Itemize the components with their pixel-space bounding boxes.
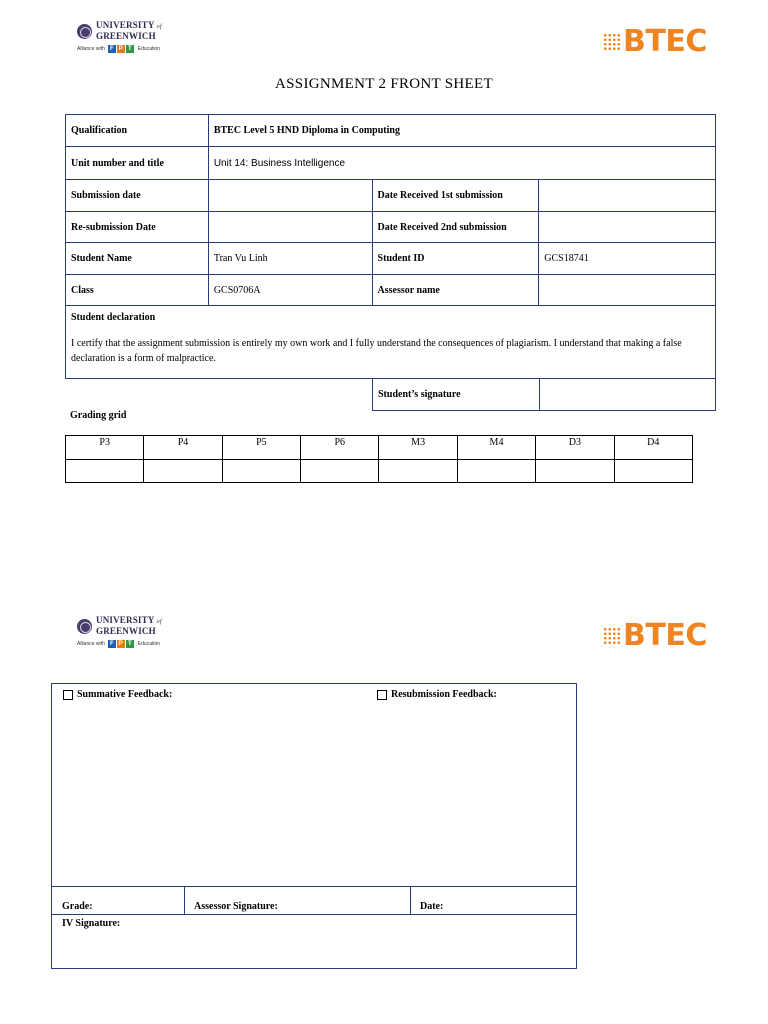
summative-feedback-label: Summative Feedback: [77, 689, 173, 700]
grade-header-p4: P4 [144, 436, 222, 460]
iv-signature-label: IV Signature: [62, 918, 121, 929]
assignment-info-table [65, 114, 716, 379]
table-row [66, 115, 716, 147]
university-crest-icon [77, 619, 92, 634]
table-row [66, 147, 716, 180]
university-logo [77, 616, 162, 648]
university-logo [77, 21, 162, 53]
university-name-line2: GREENWICH [96, 626, 156, 636]
qualification-label: Qualification [66, 115, 209, 147]
signature-table [372, 378, 716, 411]
grading-value-row [66, 460, 693, 483]
student-signature-label: Student’s signature [373, 379, 540, 411]
submission-date-field[interactable] [208, 180, 372, 212]
assessor-name-label: Assessor name [372, 275, 539, 306]
alliance-suffix: Education [137, 641, 161, 647]
table-row [373, 379, 716, 411]
btec-logo-text: BTEC [623, 618, 707, 653]
grade-header-m3: M3 [379, 436, 457, 460]
alliance-suffix: Education [137, 46, 161, 52]
student-id-label: Student ID [372, 243, 539, 275]
btec-logo [603, 618, 707, 653]
class-field[interactable]: GCS0706A [208, 275, 372, 306]
assessor-name-field[interactable] [539, 275, 716, 306]
table-row [66, 275, 716, 306]
grade-cell-p4[interactable] [144, 460, 222, 483]
grade-cell-d3[interactable] [536, 460, 614, 483]
unit-value: Unit 14: Business Intelligence [208, 147, 715, 180]
grade-cell-p5[interactable] [222, 460, 300, 483]
resubmission-date-field[interactable] [208, 212, 372, 243]
university-of: of [156, 24, 162, 30]
grade-label: Grade: [62, 901, 93, 912]
date-label: Date: [420, 901, 444, 912]
grade-cell-p3[interactable] [66, 460, 144, 483]
fpt-letter-f: F [108, 640, 116, 648]
student-declaration [66, 306, 716, 379]
feedback-box [51, 683, 577, 969]
table-row [66, 180, 716, 212]
grading-header-row [66, 436, 693, 460]
grade-cell-p6[interactable] [301, 460, 379, 483]
alliance-prefix: Alliance with [77, 641, 105, 647]
grading-grid-label: Grading grid [70, 410, 127, 421]
btec-dots-icon [603, 627, 621, 645]
grade-header-m4: M4 [457, 436, 535, 460]
grade-cell-m4[interactable] [457, 460, 535, 483]
fpt-logo [108, 45, 135, 53]
table-row [66, 243, 716, 275]
summative-checkbox[interactable] [63, 690, 73, 700]
university-of: of [156, 619, 162, 625]
university-name-line2: GREENWICH [96, 31, 156, 41]
grade-header-d3: D3 [536, 436, 614, 460]
table-row [66, 212, 716, 243]
submission-date-label: Submission date [66, 180, 209, 212]
resubmission-checkbox[interactable] [377, 690, 387, 700]
alliance-line [77, 640, 162, 648]
resubmission-feedback-label: Resubmission Feedback: [391, 689, 497, 700]
declaration-heading: Student declaration [71, 312, 156, 323]
qualification-value: BTEC Level 5 HND Diploma in Computing [208, 115, 715, 147]
declaration-text: I certify that the assignment submission is entirely my own work and I fully understand the consequences of plagiarism. I understand that making a false declaration is a form of malpractice. [71, 338, 682, 364]
student-name-label: Student Name [66, 243, 209, 275]
fpt-letter-t: T [126, 640, 134, 648]
alliance-prefix: Alliance with [77, 46, 105, 52]
student-id-field[interactable]: GCS18741 [539, 243, 716, 275]
date-received-1-label: Date Received 1st submission [372, 180, 539, 212]
resubmission-date-label: Re-submission Date [66, 212, 209, 243]
resubmission-feedback-option[interactable] [377, 689, 497, 700]
grade-header-p6: P6 [301, 436, 379, 460]
table-row [66, 306, 716, 379]
university-crest-icon [77, 24, 92, 39]
fpt-letter-f: F [108, 45, 116, 53]
fpt-letter-p: P [118, 641, 123, 647]
university-name-line1: UNIVERSITY [96, 20, 155, 30]
alliance-line [77, 45, 162, 53]
fpt-letter-t: T [126, 45, 134, 53]
class-label: Class [66, 275, 209, 306]
grade-cell-d4[interactable] [614, 460, 692, 483]
btec-logo [603, 24, 707, 59]
unit-label: Unit number and title [66, 147, 209, 180]
fpt-logo [108, 640, 135, 648]
date-received-1-field[interactable] [539, 180, 716, 212]
date-received-2-label: Date Received 2nd submission [372, 212, 539, 243]
page-title: ASSIGNMENT 2 FRONT SHEET [275, 76, 493, 92]
summative-feedback-option[interactable] [63, 689, 172, 700]
student-signature-field[interactable] [539, 379, 715, 411]
assessor-signature-label: Assessor Signature: [194, 901, 278, 912]
grading-grid [65, 435, 693, 483]
feedback-sign-row [52, 886, 576, 915]
student-name-field[interactable]: Tran Vu Linh [208, 243, 372, 275]
grade-header-p5: P5 [222, 436, 300, 460]
grade-header-d4: D4 [614, 436, 692, 460]
date-received-2-field[interactable] [539, 212, 716, 243]
btec-dots-icon [603, 33, 621, 51]
fpt-letter-p: P [118, 46, 123, 52]
btec-logo-text: BTEC [623, 24, 707, 59]
grade-header-p3: P3 [66, 436, 144, 460]
university-name-line1: UNIVERSITY [96, 615, 155, 625]
grade-cell-m3[interactable] [379, 460, 457, 483]
